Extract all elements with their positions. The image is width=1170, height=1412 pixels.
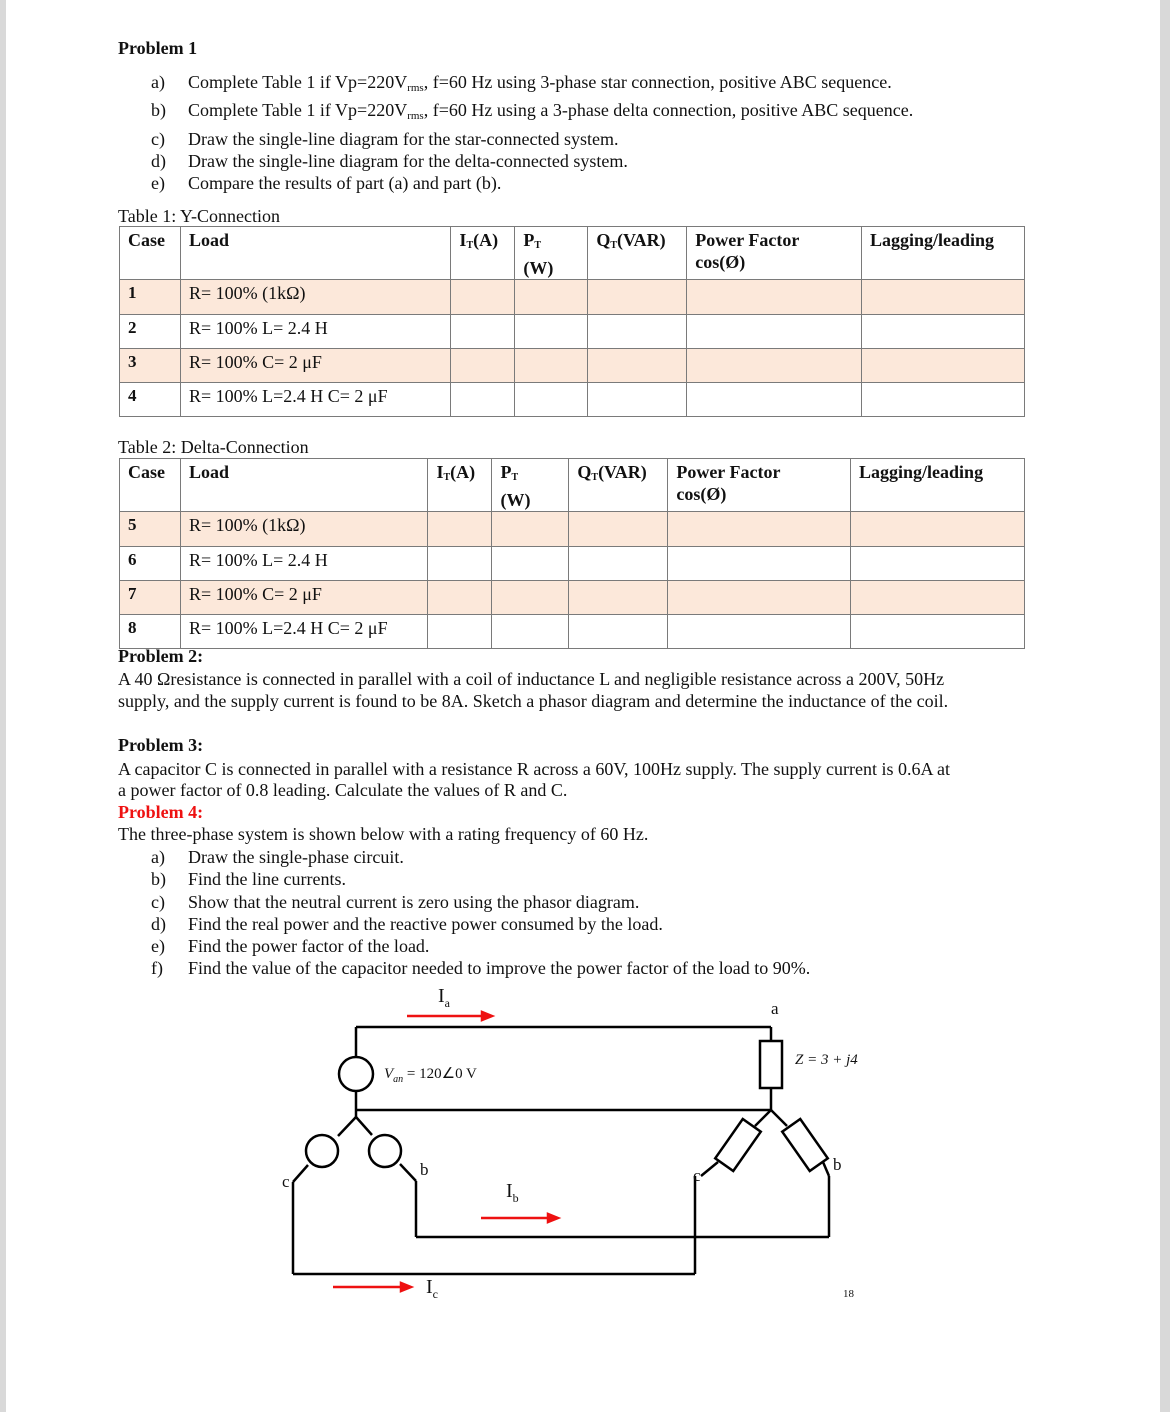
cell-case: 1 (120, 280, 181, 315)
header-lagging-leading: Lagging/leading (861, 227, 1024, 280)
cell-case: 3 (120, 349, 181, 383)
problem3-title: Problem 3: (118, 735, 204, 755)
header-it: $I_T(A)$ (451, 227, 515, 280)
label-impedance: Z = 3 + j4 (795, 1052, 858, 1068)
problem1-item-a: a) Complete Table 1 if $Vp=220V_{rms}$, f=60 Hz using 3-phase star connection, positive ABC sequence. (151, 72, 892, 94)
problem1-item-b: b) Complete Table 1 if $Vp=220V_{rms}$, f=60 Hz using a 3-phase delta connection, positive ABC sequence. (151, 100, 914, 123)
problem3-text-line1: A capacitor C is connected in parallel with a resistance R across a 60V, 100Hz supply. The supply current is 0.6A at (118, 759, 950, 779)
header-power-factor: Power Factor cos(Ø) (668, 459, 851, 512)
header-pt: $P_T$ (W) (515, 227, 588, 280)
problem4-title: Problem 4: (118, 802, 204, 822)
problem2-text-line1: A 40 Ωresistance is connected in parallel with a coil of inductance L and negligible resistance across a 200V, 50Hz (118, 669, 945, 689)
cell-load: R= 100% L=2.4 H C= 2 μF (180, 615, 428, 649)
cell-case: 6 (120, 547, 181, 581)
problem4-item-e: e) Find the power factor of the load. (151, 936, 430, 957)
problem4-intro: The three-phase system is shown below with a rating frequency of 60 Hz. (118, 824, 649, 844)
arrow-ic-head-icon (401, 1283, 411, 1291)
table1-caption: Table 1: Y-Connection (118, 206, 281, 226)
label-van: $V_{an}$ = 120∠0 V (384, 1066, 477, 1085)
problem1-item-d: d) Draw the single-line diagram for the delta-connected system. (151, 150, 628, 171)
problem3-text-line2: a power factor of 0.8 leading. Calculate the values of R and C. (118, 780, 568, 800)
problem2-title: Problem 2: (118, 646, 204, 666)
header-qt: $Q_T(VAR)$ (588, 227, 687, 280)
source-vbn-icon (369, 1135, 401, 1167)
cell-case: 5 (120, 512, 181, 547)
source-vcn-icon (306, 1135, 338, 1167)
page-number: 18 (843, 1288, 854, 1300)
label-node-c-load: c (693, 1166, 701, 1185)
cell-case: 4 (120, 383, 181, 417)
problem4-item-d: d) Find the real power and the reactive power consumed by the load. (151, 913, 663, 934)
label-ic: $I_c$ (426, 1276, 438, 1301)
load-impedance-c-icon (715, 1119, 761, 1171)
arrow-ia-head-icon (482, 1012, 492, 1020)
problem4-item-b: b) Find the line currents. (151, 869, 346, 890)
document-page (6, 0, 1160, 1412)
problem2-text-line2: supply, and the supply current is found to be 8A. Sketch a phasor diagram and determine the inductance of the coil. (118, 691, 949, 711)
label-node-c-source: c (282, 1172, 290, 1191)
source-van-icon (339, 1057, 373, 1091)
header-load: Load (180, 459, 428, 512)
load-impedance-a-icon (760, 1041, 782, 1088)
header-qt: $Q_T(VAR)$ (569, 459, 668, 512)
cell-load: R= 100% (1kΩ) (180, 280, 450, 315)
problem4-item-f: f) Find the value of the capacitor needed to improve the power factor of the load to 90%. (151, 958, 811, 979)
header-lagging-leading: Lagging/leading (851, 459, 1025, 512)
cell-load: R= 100% C= 2 μF (180, 581, 428, 615)
header-load: Load (180, 227, 450, 280)
label-node-a: a (771, 999, 779, 1018)
header-power-factor: Power Factor cos(Ø) (687, 227, 862, 280)
label-ia: $I_a$ (438, 985, 450, 1010)
cell-load: R= 100% C= 2 μF (180, 349, 450, 383)
header-case: Case (120, 459, 181, 512)
problem4-item-c: c) Show that the neutral current is zero using the phasor diagram. (151, 891, 640, 912)
problem1-item-e: e) Compare the results of part (a) and part (b). (151, 173, 502, 194)
problem1-item-c: c) Draw the single-line diagram for the star-connected system. (151, 128, 619, 149)
problem4-item-a: a) Draw the single-phase circuit. (151, 847, 404, 867)
cell-case: 8 (120, 615, 181, 649)
label-node-b-source: b (420, 1160, 429, 1179)
arrow-ib-head-icon (548, 1214, 558, 1222)
load-impedance-b-icon (782, 1119, 828, 1171)
table2-caption: Table 2: Delta-Connection (118, 437, 309, 457)
header-it: $I_T(A)$ (428, 459, 492, 512)
cell-load: R= 100% L= 2.4 H (180, 315, 450, 349)
problem1-title: Problem 1 (118, 38, 198, 58)
cell-case: 7 (120, 581, 181, 615)
cell-load: R= 100% (1kΩ) (180, 512, 428, 547)
cell-load: R= 100% L= 2.4 H (180, 547, 428, 581)
cell-load: R= 100% L=2.4 H C= 2 μF (180, 383, 450, 417)
cell-case: 2 (120, 315, 181, 349)
header-pt: $P_T$ (W) (492, 459, 569, 512)
header-case: Case (120, 227, 181, 280)
label-ib: $I_b$ (506, 1180, 519, 1205)
label-node-b-load: b (833, 1155, 842, 1174)
